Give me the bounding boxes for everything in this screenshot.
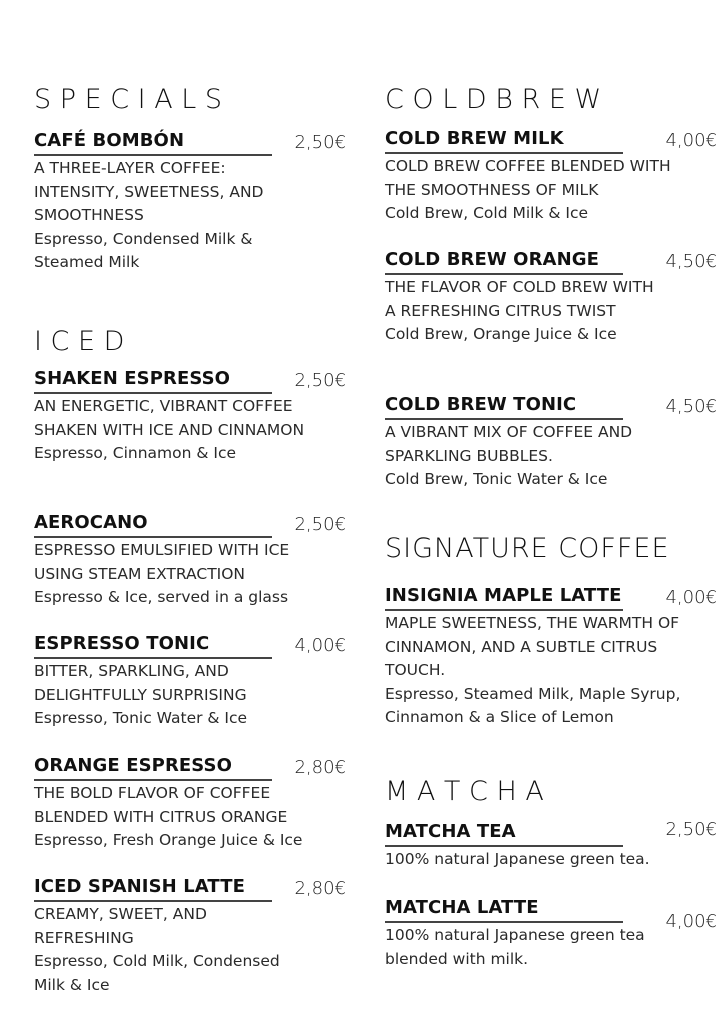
item-underline [385, 845, 623, 847]
menu-item-insignia-maple-latte [385, 585, 717, 730]
item-ingredients: Cold Brew, Orange Juice & Ice [385, 325, 617, 343]
item-price: 2,50€ [294, 132, 346, 153]
section-title-matcha: M A T C H A [385, 776, 544, 807]
menu-item-shaken-espresso [34, 368, 354, 466]
item-underline [34, 779, 272, 781]
menu-item-cafe-bombon [34, 130, 354, 275]
item-name: AEROCANO [34, 512, 148, 533]
section-title-iced: I C E D [34, 326, 125, 357]
item-description: THE FLAVOR OF COLD BREW WITH A REFRESHING CITRUS TWIST [385, 278, 654, 320]
item-price: 2,80€ [294, 757, 346, 778]
item-underline [34, 154, 272, 156]
item-underline [385, 152, 623, 154]
menu-item-matcha-tea [385, 819, 717, 872]
item-price: 2,80€ [294, 878, 346, 899]
menu-item-cold-brew-tonic [385, 394, 717, 492]
item-name: ICED SPANISH LATTE [34, 876, 245, 897]
item-name: COLD BREW ORANGE [385, 249, 600, 270]
item-description: CREAMY, SWEET, AND REFRESHING [34, 905, 207, 947]
item-description: 100% natural Japanese green tea blended with milk. [385, 926, 645, 968]
item-price: 4,00€ [665, 587, 717, 608]
section-title-specials: S P E C I A L S [34, 84, 223, 115]
item-name: ORANGE ESPRESSO [34, 755, 233, 776]
item-description: 100% natural Japanese green tea. [385, 850, 650, 868]
item-name: MATCHA LATTE [385, 897, 539, 918]
item-underline [34, 392, 272, 394]
section-title-cold-brew: C O L D B R E W [385, 84, 602, 115]
menu-item-matcha-latte [385, 897, 717, 971]
item-name: CAFÉ BOMBÓN [34, 130, 185, 151]
item-name: MATCHA TEA [385, 821, 516, 842]
item-underline [385, 609, 623, 611]
item-underline [34, 536, 272, 538]
item-ingredients: Espresso & Ice, served in a glass [34, 588, 289, 606]
item-price: 2,50€ [294, 514, 346, 535]
item-description: THE BOLD FLAVOR OF COFFEE BLENDED WITH CITRUS ORANGE [34, 784, 288, 826]
item-ingredients: Cold Brew, Tonic Water & Ice [385, 470, 608, 488]
item-price: 2,50€ [294, 370, 346, 391]
item-underline [385, 921, 623, 923]
item-description: ESPRESSO EMULSIFIED WITH ICE USING STEAM EXTRACTION [34, 541, 290, 583]
item-underline [34, 900, 272, 902]
item-ingredients: Espresso, Fresh Orange Juice & Ice [34, 831, 303, 849]
menu-item-cold-brew-orange [385, 249, 717, 347]
item-description: MAPLE SWEETNESS, THE WARMTH OF CINNAMON, AND A SUBTLE CITRUS TOUCH. [385, 614, 680, 679]
item-name: COLD BREW MILK [385, 128, 564, 149]
item-underline [385, 418, 623, 420]
item-ingredients: Espresso, Condensed Milk & Steamed Milk [34, 229, 253, 271]
menu-item-cold-brew-milk [385, 128, 717, 226]
item-ingredients: Espresso, Tonic Water & Ice [34, 709, 248, 727]
section-title-signature-coffee: SIGNATURE COFFEE [385, 533, 670, 564]
item-price: 4,00€ [665, 130, 717, 151]
item-price: 4,00€ [294, 635, 346, 656]
menu-item-espresso-tonic [34, 633, 354, 731]
item-description: A VIBRANT MIX OF COFFEE AND SPARKLING BUBBLES. [385, 423, 633, 465]
item-price: 4,50€ [665, 251, 717, 272]
item-ingredients: Espresso, Cold Milk, Condensed Milk & Ice [34, 952, 280, 994]
item-underline [385, 273, 623, 275]
item-description: AN ENERGETIC, VIBRANT COFFEE SHAKEN WITH ICE AND CINNAMON [34, 397, 305, 439]
item-price: 2,50€ [665, 819, 717, 840]
item-description: BITTER, SPARKLING, AND DELIGHTFULLY SURPRISING [34, 662, 247, 704]
item-description: A THREE-LAYER COFFEE: INTENSITY, SWEETNESS, AND SMOOTHNESS [34, 159, 264, 224]
item-price: 4,00€ [665, 911, 717, 932]
item-ingredients: Espresso, Steamed Milk, Maple Syrup, Cinnamon & a Slice of Lemon [385, 684, 681, 726]
item-price: 4,50€ [665, 396, 717, 417]
item-underline [34, 657, 272, 659]
item-name: INSIGNIA MAPLE LATTE [385, 585, 622, 606]
menu-item-iced-spanish-latte [34, 876, 354, 997]
item-ingredients: Espresso, Cinnamon & Ice [34, 444, 237, 462]
menu-item-aerocano [34, 512, 354, 610]
item-name: SHAKEN ESPRESSO [34, 368, 231, 389]
item-name: ESPRESSO TONIC [34, 633, 210, 654]
item-description: COLD BREW COFFEE BLENDED WITH THE SMOOTHNESS OF MILK [385, 157, 671, 199]
item-ingredients: Cold Brew, Cold Milk & Ice [385, 204, 589, 222]
item-name: COLD BREW TONIC [385, 394, 577, 415]
menu-item-orange-espresso [34, 755, 354, 853]
